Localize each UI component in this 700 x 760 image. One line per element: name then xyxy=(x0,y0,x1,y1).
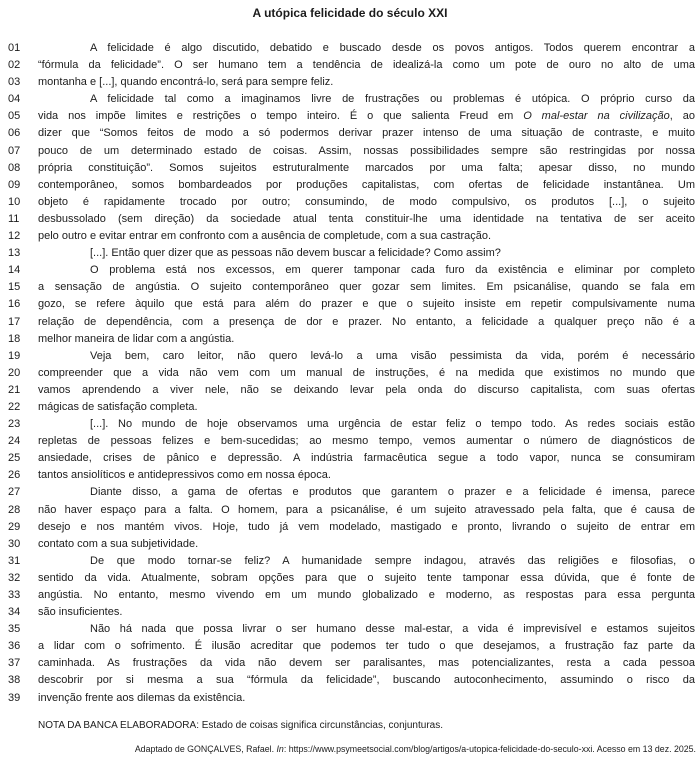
line-text: contato com a sua subjetividade. xyxy=(38,537,199,550)
line-number: 35 xyxy=(8,623,21,636)
text-line xyxy=(0,331,700,348)
line-text: contemporâneo, somos bombardeados por produções capitalistas, com ofertas de felicidade instantânea. Um xyxy=(38,178,695,191)
line-number: 22 xyxy=(8,400,21,413)
line-number: 31 xyxy=(8,554,21,567)
line-text: a sensação de angústia. O sujeito contemporâneo quer gozar sem limites. Em psicanálise, quando se fala em xyxy=(38,281,695,294)
line-text: [...]. No mundo de hoje observamos uma urgência de estar feliz o tempo todo. As redes sociais estão xyxy=(90,418,695,431)
line-number: 14 xyxy=(8,264,21,277)
line-text: O problema está nos excessos, em querer tamponar cada furo da existência e eliminar por completo xyxy=(90,264,695,277)
source-in-label: In xyxy=(276,744,284,754)
text-line xyxy=(0,467,700,484)
text-line xyxy=(0,365,700,382)
line-number: 12 xyxy=(8,230,21,243)
line-number: 03 xyxy=(8,76,21,89)
text-line xyxy=(0,279,700,296)
text-line xyxy=(0,125,700,142)
line-text: relação de dependência, com a presença de dor e prazer. No entanto, a felicidade a qualquer preço não é a xyxy=(38,315,695,328)
text-line xyxy=(0,382,700,399)
line-text: dizer que “Somos feitos de modo a só podermos derivar prazer intenso de uma situação de contraste, e muito xyxy=(38,127,695,140)
text-line xyxy=(0,245,700,262)
line-text: “fórmula da felicidade”. O ser humano tem a tendência de idealizá-la como um pote de ouro no alto de uma xyxy=(38,59,695,72)
line-number: 07 xyxy=(8,144,21,157)
line-number: 20 xyxy=(8,366,21,379)
source-suffix: : https://www.psymeetsocial.com/blog/artigos/a-utopica-felicidade-do-seculo-xxi. Acesso em 13 dez. 2025. xyxy=(283,744,696,754)
line-text: angústia. No entanto, mesmo vivendo em um mundo globalizado e moderno, as respostas para essa pergunta xyxy=(38,589,695,601)
text-line xyxy=(0,502,700,519)
source-citation xyxy=(30,744,696,755)
text-line xyxy=(0,74,700,91)
line-number: 05 xyxy=(8,110,21,123)
text-line xyxy=(0,519,700,536)
line-number: 17 xyxy=(8,315,21,328)
text-line xyxy=(0,621,700,638)
source-prefix: Adaptado de GONÇALVES, Rafael. xyxy=(134,744,277,754)
line-text: própria constituição”. Somos sujeitos estruturalmente marcados por uma falta; apesar disso, no mundo xyxy=(38,161,695,174)
line-number: 01 xyxy=(8,42,21,54)
text-line xyxy=(0,690,700,707)
line-number: 26 xyxy=(8,469,21,482)
text-line xyxy=(0,143,700,160)
line-number: 04 xyxy=(8,93,21,106)
line-text: descobrir por si mesma a sua “fórmula da felicidade”, buscando autoconhecimento, assumindo o risco da xyxy=(38,674,695,687)
document-title: A utópica felicidade do século XXI xyxy=(252,6,448,20)
line-text: montanha e [...], quando encontrá-lo, será para sempre feliz. xyxy=(38,76,334,89)
line-number: 29 xyxy=(8,520,21,533)
line-text: desejo e nos mantém vivos. Hoje, tudo já vem modelado, mastigado e pronto, livrando o sujeito de entrar em xyxy=(38,520,695,533)
line-text: Veja bem, caro leitor, não quero levá-lo a uma visão pessimista da vida, porém é necessário xyxy=(90,349,695,362)
line-text: mágicas de satisfação completa. xyxy=(38,400,198,413)
line-text: [...]. Então quer dizer que as pessoas não devem buscar a felicidade? Como assim? xyxy=(90,247,501,260)
text-line xyxy=(0,450,700,467)
text-line xyxy=(0,399,700,416)
line-number: 33 xyxy=(8,589,21,601)
line-number: 16 xyxy=(8,298,21,311)
text-line xyxy=(0,604,700,621)
text-line xyxy=(0,553,700,570)
line-text: melhor maneira de lidar com a angústia. xyxy=(38,332,235,345)
line-text: objeto é rapidamente trocado por outro; consumindo, de modo compulsivo, os produtos [...], o sujeito xyxy=(38,195,695,208)
text-line xyxy=(0,228,700,245)
line-number: 27 xyxy=(8,486,21,499)
line-number: 39 xyxy=(8,691,21,704)
line-text: gozo, se refere àquilo que está para além do prazer e que o sujeito insiste em repetir compulsivamente numa xyxy=(38,298,695,311)
line-text: caminhada. As frustrações da vida não devem ser paralisantes, mas potencializantes, resta a cada pessoa xyxy=(38,657,695,670)
line-text: não haver espaço para a falta. O homem, para a psicanálise, é um sujeito atravessado pela falta, que é causa de xyxy=(38,503,695,516)
line-number: 34 xyxy=(8,606,21,619)
text-body xyxy=(0,40,700,707)
line-text: compreender que a vida não vem com um manual de instruções, é na medida que existimos no mundo que xyxy=(38,366,695,379)
line-number: 10 xyxy=(8,195,21,208)
text-line xyxy=(0,416,700,433)
line-text: sentido da vida. Atualmente, sobram opções para que o sujeito tente tamponar essa dúvida, que é fonte de xyxy=(38,571,695,584)
text-line xyxy=(0,262,700,279)
line-text: vamos aprendendo a viver nele, não se deixando levar pela onda do discurso capitalista, com suas ofertas xyxy=(38,383,695,396)
line-number: 28 xyxy=(8,503,21,516)
line-text: são insuficientes. xyxy=(38,606,123,619)
line-number: 11 xyxy=(8,212,20,225)
line-text: De que modo tornar-se feliz? A humanidade sempre indagou, através das religiões e filosofias, o xyxy=(90,554,695,567)
line-number: 25 xyxy=(8,452,21,465)
line-number: 09 xyxy=(8,178,21,191)
text-line xyxy=(0,348,700,365)
line-number: 37 xyxy=(8,657,21,670)
line-text: ansiedade, crises de pânico e depressão. A indústria farmacêutica segue a todo vapor, nunca se consumiram xyxy=(38,452,695,465)
line-text: a lidar com o sofrimento. É ilusão acreditar que podemos ter tudo o que desejamos, a frustração faz parte da xyxy=(38,640,695,653)
examiner-note: NOTA DA BANCA ELABORADORA: Estado de coisas significa circunstâncias, conjunturas. xyxy=(38,720,443,731)
text-line xyxy=(0,57,700,74)
line-number: 21 xyxy=(8,383,21,396)
line-number: 38 xyxy=(8,674,21,687)
text-line xyxy=(0,177,700,194)
line-number: 19 xyxy=(8,349,21,362)
text-line xyxy=(0,484,700,501)
line-text: tantos ansiolíticos e antidepressivos como em nossa época. xyxy=(38,469,331,482)
line-number: 15 xyxy=(8,281,21,294)
text-line xyxy=(0,194,700,211)
text-line xyxy=(0,211,700,228)
line-text: desbussolado (sem direção) da sociedade atual tenta constituir-lhe uma identidade na tentativa de ser aceito xyxy=(38,212,695,225)
text-line xyxy=(0,160,700,177)
line-number: 32 xyxy=(8,571,21,584)
line-number: 06 xyxy=(8,127,21,140)
text-line xyxy=(0,314,700,331)
line-number: 36 xyxy=(8,640,21,653)
text-line xyxy=(0,536,700,553)
text-line xyxy=(0,587,700,604)
line-number: 18 xyxy=(8,332,21,345)
line-number: 23 xyxy=(8,418,21,431)
text-line xyxy=(0,40,700,57)
line-text: invenção frente aos dilemas da existência. xyxy=(38,691,246,704)
text-line xyxy=(0,108,700,125)
text-line xyxy=(0,91,700,108)
text-line xyxy=(0,655,700,672)
line-text: A felicidade é algo discutido, debatido e buscado desde os povos antigos. Todos querem encontrar a xyxy=(90,42,695,54)
line-text: pelo outro e evitar entrar em confronto com a ausência de completude, com a sua castração. xyxy=(38,230,492,243)
line-text: repletas de pessoas felizes e bem-sucedidas; ao mesmo tempo, vemos aumentar o número de diagnósticos de xyxy=(38,435,695,448)
line-text: vida nos impõe limites e restrições o tempo inteiro. É o que salienta Freud em O mal-estar na civilização, ao xyxy=(38,110,695,123)
line-number: 13 xyxy=(8,247,21,260)
line-number: 24 xyxy=(8,435,21,448)
line-text: Diante disso, a gama de ofertas e produtos que garantem o prazer e a felicidade é imensa, parece xyxy=(90,486,695,499)
line-number: 30 xyxy=(8,537,21,550)
line-number: 08 xyxy=(8,161,21,174)
line-text: A felicidade tal como a imaginamos livre de frustrações ou problemas é utópica. O próprio curso da xyxy=(90,93,695,106)
text-line xyxy=(0,638,700,655)
text-line xyxy=(0,433,700,450)
text-line xyxy=(0,570,700,587)
line-text: pouco de um determinado estado de coisas. Assim, nossas possibilidades sempre são restringidas por nossa xyxy=(38,144,695,157)
text-line xyxy=(0,672,700,689)
line-text: Não há nada que possa livrar o ser humano desse mal-estar, a vida é imprevisível e estamos sujeitos xyxy=(90,623,695,636)
text-line xyxy=(0,296,700,313)
line-number: 02 xyxy=(8,59,21,72)
